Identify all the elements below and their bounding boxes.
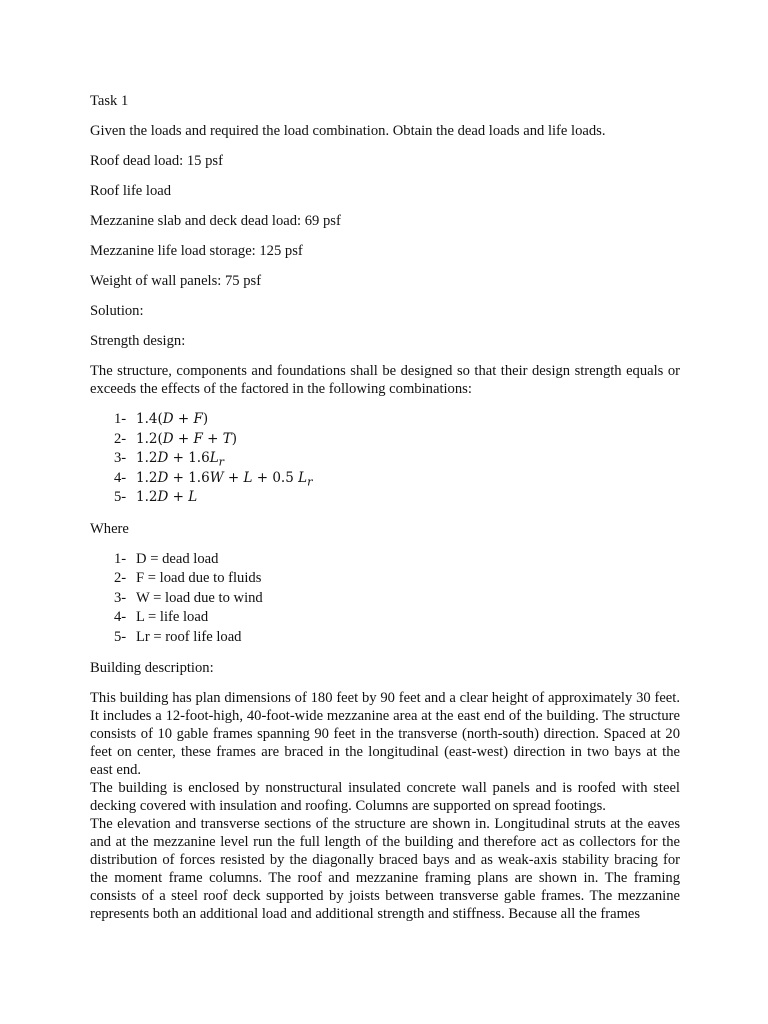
- task-title: Task 1: [90, 93, 129, 109]
- definition-text: D = dead load: [136, 550, 219, 567]
- combination-expression: 1.2D + 1.6W + L + 0.5 $L_r$: [136, 469, 313, 489]
- load-item-roof-life: Roof life load: [90, 183, 172, 199]
- definition-item: [114, 628, 680, 648]
- combination-item: [114, 449, 680, 469]
- combination-number: 2-: [114, 430, 127, 447]
- where-heading: Where: [90, 520, 129, 537]
- strength-heading: Strength design:: [90, 333, 186, 349]
- definition-item: [114, 569, 680, 589]
- combination-expression: 1.2D + L: [136, 489, 198, 505]
- definition-text: F = load due to fluids: [136, 570, 262, 586]
- intro-text: Given the loads and required the load combination. Obtain the dead loads and life loads.: [90, 123, 606, 139]
- combination-expression: 1.4(D + F): [136, 411, 209, 427]
- combination-number: 4-: [114, 469, 127, 486]
- load-item-mezzanine-dead: Mezzanine slab and deck dead load: 69 psf: [90, 213, 341, 229]
- combination-number: 1-: [114, 411, 127, 427]
- definition-list: [90, 550, 680, 648]
- load-item-mezzanine-life: Mezzanine life load storage: 125 psf: [90, 243, 303, 259]
- combination-expression: 1.2(D + F + T): [136, 430, 238, 447]
- building-paragraph: The building is enclosed by nonstructural insulated concrete wall panels and is roofed with steel decking covered with insulation and roofing. Columns are supported on spread footings.: [90, 780, 680, 814]
- definition-item: [114, 608, 680, 628]
- document-page: [90, 92, 680, 923]
- building-paragraph: The elevation and transverse sections of the structure are shown in. Longitudinal struts at the eaves and at the mezzanine level run the full length of the building and therefore act as collectors for the distribution of forces resisted by the diagonally braced bays and as weak-axis stability bracing for the moment frame columns. The roof and mezzanine framing plans are shown in. The framing consists of a steel roof deck supported by joists between transverse gable frames. The mezzanine represents both an additional load and additional strength and stiffness. Because all the frames: [90, 816, 680, 922]
- load-item-wall-panels: Weight of wall panels: 75 psf: [90, 273, 262, 289]
- combination-item: [114, 410, 680, 430]
- load-item-roof-dead: Roof dead load: 15 psf: [90, 153, 223, 169]
- building-paragraph: This building has plan dimensions of 180 feet by 90 feet and a clear height of approximately 30 feet. It includes a 12-foot-high, 40-foot-wide mezzanine area at the east end of the building. The structure consists of 10 gable frames spanning 90 feet in the transverse (north-south) direction. Spaced at 20 feet on center, these frames are braced in the longitudinal (east-west) direction in two bays at the east end.: [90, 690, 680, 778]
- definition-number: 1-: [114, 550, 127, 567]
- solution-heading: Solution:: [90, 303, 144, 319]
- definition-number: 3-: [114, 589, 127, 606]
- definition-item: [114, 550, 680, 570]
- combination-number: 3-: [114, 450, 127, 466]
- combination-number: 5-: [114, 489, 127, 505]
- combination-item: [114, 430, 680, 450]
- definition-number: 5-: [114, 628, 127, 645]
- combination-list: [90, 410, 680, 508]
- definition-number: 2-: [114, 570, 127, 586]
- definition-text: L = life load: [136, 609, 209, 625]
- definition-text: Lr = roof life load: [136, 628, 242, 645]
- strength-paragraph: The structure, components and foundations shall be designed so that their design strength equals or exceeds the effects of the factored in the following combinations:: [90, 363, 680, 397]
- combination-item: [114, 488, 680, 508]
- definition-text: W = load due to wind: [136, 589, 263, 606]
- definition-number: 4-: [114, 609, 127, 625]
- definition-item: [114, 589, 680, 609]
- building-heading: Building description:: [90, 660, 214, 676]
- combination-item: [114, 469, 680, 489]
- combination-expression: $1.2D + 1.6L_r$: [136, 450, 225, 469]
